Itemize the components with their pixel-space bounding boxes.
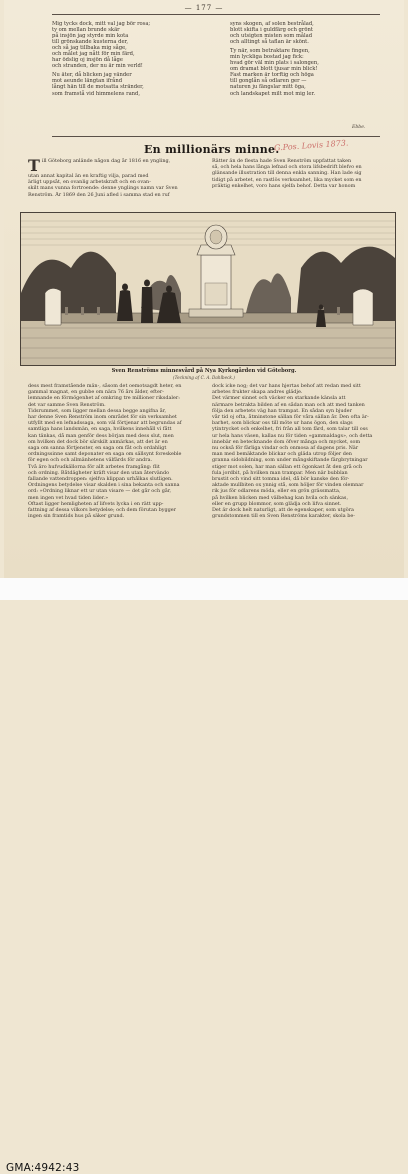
article-title: En millionärs minne.	[144, 143, 280, 156]
collection-id-label: GMA:4942:43	[6, 1162, 80, 1174]
archive-handwritten-note: G.Pos. Lovis 1873.	[273, 138, 349, 153]
text-line: saga om sanna förtjenster, en saga om fåt och ordahligt	[28, 445, 167, 452]
poem-line: hvad gör väl min plats i salongen,	[230, 60, 319, 67]
text-line: dess mest framstående män-, såsom det oemotsagdt heter, en	[28, 383, 182, 389]
poem-line: naturen ju fängslar mitt öga,	[230, 84, 306, 91]
poem-line: mot aeunde längtan ifrånd	[52, 78, 123, 85]
text-line: Två äro hufvudkällorna för allt arbetes framgång: flit	[28, 463, 160, 470]
text-line: aktade mullbiten ox ynnig stå, som höljer för vinden olemnar	[212, 482, 364, 489]
text-line: på hvilken blicken med välbehag kan hvila och sänkas,	[212, 494, 349, 501]
text-line: kan tänkas, då man genför dess början med dess slut, men	[28, 432, 174, 439]
text-line: utan annat kapital än en kraftig vilja, parad med	[28, 173, 149, 179]
poem-line: min lyckliga bostad jag fick:	[230, 54, 304, 61]
text-line: ytintrycket och enkelhet, fri från all tom färd, som talar till oss	[212, 426, 368, 433]
text-line: granna sidobildning, som under mångskiftande färgbrytningar	[212, 457, 368, 464]
text-line: brustit och vind sitt tomma idel, då bör kanske den för-	[212, 476, 350, 483]
poem-line: och landskapet milt mot mig ler.	[230, 90, 316, 97]
monument-engraving	[21, 213, 395, 365]
poem-line: till gonglån så odlaren ger —	[230, 78, 307, 85]
text-line: Det värmer sinnet och väcker en starkande känsla att	[212, 395, 346, 402]
header-rule	[52, 14, 380, 15]
poem-line: har ödslig oj insjön då låge	[52, 57, 123, 64]
poem-right-column	[230, 21, 390, 97]
text-line: Ordningens betydelse visar skalden i sina bekanta och sanna	[28, 482, 180, 489]
text-line: det var samme Sven Renström.	[28, 401, 106, 408]
text-line: fula jordbit, på hvilken man trampar. Men när bubblan	[212, 469, 348, 476]
text-line: präktig enkelhet, voro hans sjelfa behof. Detta var honom	[212, 182, 356, 189]
drop-cap: T	[28, 158, 40, 173]
text-line: fattning af dessa vilkors betydelse; och dem förutan bygger	[28, 507, 176, 514]
text-line: Oftast ligger hemligheten af lifvets lycka i en rätt upp-	[28, 500, 164, 507]
text-line: så, och hela hans långa lefnad och stora lifsbedrift blefvo en	[212, 164, 362, 171]
text-line: ordningssinne samt deponater en saga om sällsynt foreskeble	[28, 451, 182, 458]
text-line: man med bemäktande blickar och gläda utrop följer den	[212, 451, 352, 458]
engraving-illustration	[20, 212, 396, 366]
text-line: barhet, som blickar oss till möte ur hans ögon, den slags	[212, 420, 353, 427]
poem-line: och utsigten misten som målad	[230, 33, 313, 40]
poem-line: syns skogen, af solen bestrålad,	[230, 21, 314, 27]
poem-line: långt hän till de motsatta stränder,	[52, 84, 144, 91]
poem-line: och målet jag nått för min färd,	[52, 51, 135, 58]
poem-line: ty om mellan brunde skär	[52, 27, 120, 34]
text-line: vår tid oj ofta, åtminstone sällan för våra sällan år. Den ofta är-	[212, 414, 369, 421]
text-line: rik jus för odlarens möda, eller en grön grässmatta,	[212, 488, 341, 495]
poem-line: om dramat blott tjusar min blick!	[230, 66, 318, 73]
poem-line: Fast marken är torftig och höga	[230, 72, 314, 79]
poem-line: och så jag tillbaka mig såge,	[52, 45, 127, 52]
text-line: Tidsrummet, som ligger mellan dessa begge angifna år,	[28, 407, 167, 414]
archive-label-strip	[0, 578, 408, 1174]
body-left-column	[28, 383, 204, 575]
text-line: gammal magnat, en gubbe om nära 76 års ålder, efter-	[28, 389, 164, 396]
page-number: — 177 —	[184, 4, 224, 12]
text-line: nu också för färliga vindar och onmosa af dagens pris. När	[212, 445, 359, 452]
text-line: glänsande illustration till denna enkla sanning. Han lade sig	[212, 170, 362, 177]
text-line: tidigt på arbetet, en rastlös verksamhet, lika mycket som en	[212, 176, 362, 183]
text-line: fallande vattendroppen: sjelfva klippan urhålkas slutligen.	[28, 476, 173, 483]
poem-line: på insjön jag styrde min kota	[52, 33, 129, 40]
text-line: Till Göteborg anlände någon dag år 1816 en yngling,	[28, 158, 171, 173]
section-rule	[52, 136, 380, 137]
poem-line: och alltingt så taflan är skönt.	[230, 39, 309, 46]
intro-right-column	[212, 158, 392, 208]
illustration-caption: Sven Renströms minnesvård på Nya Kyrkogården vid Göteborg.	[111, 368, 297, 374]
text-line: eller en grupp blommor, som glädja och lifva sinnet.	[212, 500, 342, 507]
poem-line: blott skifta i guldfärg och grönt	[230, 27, 313, 34]
text-line: Renström. År 1869 den 26 Juni afled i samma stad en ruf	[28, 191, 170, 198]
poem-line: till grönskande kusterna der,	[52, 39, 129, 46]
poem-line: som framstå vid himmelens rand,	[52, 90, 140, 97]
text-line: för egen och och allmänhetens välfärds för andra.	[28, 457, 153, 464]
poem-left-column	[52, 21, 202, 97]
text-line: Det är dock helt naturligt, att de egenskaper, som utgöra	[212, 507, 354, 514]
text-line: utfyllt med en lefnadssaga, som väl förtjenar att begrundas af	[28, 420, 182, 427]
text-line: grundstommen till en Sven Renströms karakter, skola be-	[212, 513, 355, 520]
text-line: stiger mot solen, har man sällan ett ögonkast åt den grå och	[212, 463, 363, 470]
text-line: följa den arbetets väg han trampat. En sådan syn bjuder	[212, 407, 352, 414]
text-line: ingen sin framtids hus på säker grund.	[28, 513, 125, 520]
text-line: närmare betrakta bilden af en sådan man och att med tanken	[212, 401, 365, 408]
text-line: men ingen vet hvad tiden lider.»	[28, 494, 109, 501]
text-line: om hvilken det dock bör särskilt anmärkas, att det är en	[28, 438, 168, 445]
text-line: och ordning. Båtdägheter kräft visar den utan återvändo	[28, 469, 170, 476]
poem-line: Nu äter, då blicken jag vänder	[52, 72, 132, 79]
text-line: samtliga hans landsmän, en saga, hvilkens innehåll vi fått	[28, 426, 172, 433]
poem-line: Mig tycks dock, mitt val jag bör rosa;	[52, 21, 151, 27]
text-line: dock icke nog; det var hans hjertas behof att redan med sitt	[212, 383, 361, 389]
text-line: skilt mans vunna fortroende: denne ynglings namn var Sven	[28, 185, 178, 192]
newspaper-page	[4, 0, 404, 578]
poem-line: och stranden, der nu är min verld!	[52, 63, 143, 70]
intro-left-column	[28, 158, 204, 208]
illustration-credit: (Teckning af C. A. Dahlbeck.)	[173, 375, 235, 380]
text-line: innebär en betecknande dom öfver många och mycket, som	[212, 438, 361, 445]
body-right-column	[212, 383, 392, 575]
text-line: ord: »Ordning liknar ett ur utan visare — det går och går,	[28, 488, 172, 495]
text-line: lemnande en förmögenhet af omkring tre millioner riksdaler:	[28, 395, 180, 402]
poem-line: Ty när, som betraktare fingen,	[230, 48, 310, 55]
text-line: ur hela hans väsen, kallas nu för tiden »gammaldags», och detta	[212, 432, 373, 439]
text-line: arbetes frukter skapa andres glädje.	[212, 389, 303, 396]
text-line: har denne Sven Renström inom området för sin verksamhet	[28, 414, 177, 421]
text-line: ärligt uppsåt, en ovanlig arbetskraft och en ovan-	[28, 179, 151, 186]
poem-signature: Ebbe.	[352, 125, 366, 130]
text-line: Rätter än de flesta hade Sven Renström uppfattat taken	[212, 158, 352, 164]
